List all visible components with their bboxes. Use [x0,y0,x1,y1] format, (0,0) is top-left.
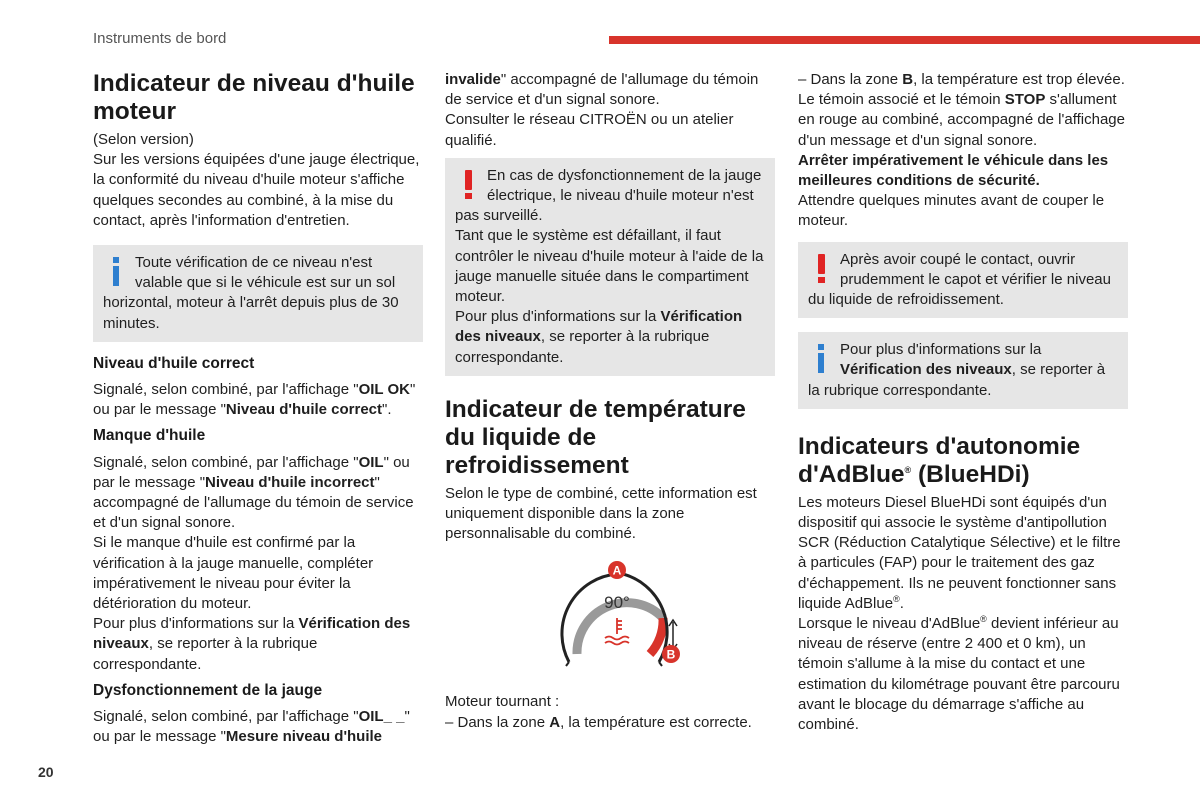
subheading-gauge-failure: Dysfonctionnement de la jauge [93,681,323,699]
paragraph: – Dans la zone B, la température est trop élevée. Le témoin associé et le témoin STOP s'allument en rouge au combiné, accompagné de l'affichage d'un message et d'un signal sonore. [798,71,1125,149]
paragraph-bold: Arrêter impérativement le véhicule dans les meilleures conditions de sécurité. [798,151,1109,190]
note-text: Toute vérification de ce niveau n'est valable que si le véhicule est sur un sol horizontal, moteur à l'arrêt depuis plus de 30 minutes. [103,254,399,332]
running-head: Instruments de bord [93,30,227,47]
subheading-oil-low: Manque d'huile [93,427,206,445]
warning-icon [810,252,834,286]
paragraph: Signalé, selon combiné, par l'affichage "OIL" ou par le message "Niveau d'huile incorrect" accompagné de l'allumage du témoin de service et d'un signal sonore. [93,453,414,532]
section-title-adblue: Indicateurs d'autonomie d'AdBlue® (BlueHDi) [798,432,1081,488]
note-text: Pour plus d'informations sur la Vérification des niveaux, se reporter à la rubrique correspondante. [808,341,1106,399]
note-text: Tant que le système est défaillant, il faut contrôler le niveau d'huile moteur à l'aide de la jauge manuelle située dans le compartiment moteur. [455,227,764,306]
coolant-temperature-gauge [555,558,685,678]
paragraph: (Selon version) [93,131,194,148]
column-1 [93,70,423,747]
zone-a-label: A [612,563,622,578]
paragraph: Signalé, selon combiné, par l'affichage "OIL_ _" ou par le message "Mesure niveau d'huile [93,708,410,746]
info-note [798,332,1128,409]
paragraph: Moteur tournant : [445,693,560,711]
paragraph: – Dans la zone A, la température est correcte. [445,713,752,731]
warning-note [798,242,1128,319]
paragraph: Pour plus d'informations sur la Vérification des niveaux, se reporter à la rubrique correspondante. [93,615,411,673]
warning-icon [457,168,481,202]
paragraph: Les moteurs Diesel BlueHDi sont équipés d'un dispositif qui associe le système d'antipollution SCR (Réduction Catalytique Sélective) et le filtre à particules (FAP) pour le traitement des gaz d'échappement. Ils ne peuvent fonctionner sans liquide AdBlue®. [798,493,1121,612]
coolant-temperature-icon [605,618,629,645]
paragraph: Attendre quelques minutes avant de couper le moteur. [798,192,1105,230]
paragraph: Signalé, selon combiné, par l'affichage "OIL OK" ou par le message "Niveau d'huile correct". [93,381,416,419]
page-number: 20 [38,764,54,780]
section-title-oil-level: Indicateur de niveau d'huile moteur [93,70,415,125]
note-text: Après avoir coupé le contact, ouvrir prudemment le capot et vérifier le niveau du liquide de refroidissement. [808,250,1111,309]
info-note [93,245,423,342]
column-3 [798,70,1128,735]
section-title-coolant-temp: Indicateur de température du liquide de refroidissement [445,395,746,479]
header-accent-bar [609,36,1200,44]
paragraph: Selon le type de combiné, cette information est uniquement disponible dans la zone personnalisable du combiné. [445,484,757,543]
gauge-red-arc [650,618,663,654]
info-icon [810,342,834,376]
zone-b-label: B [666,647,676,662]
paragraph: Lorsque le niveau d'AdBlue® devient inférieur au niveau de réserve (entre 2 400 et 0 km), un témoin s'allume à la mise du contact et une estimation du kilométrage pouvant être parcouru avant le blocage du démarrage s'affiche au combiné. [798,614,1120,734]
paragraph: Sur les versions équipées d'une jauge électrique, la conformité du niveau d'huile moteur s'affiche quelques secondes au combiné, à la mise du contact, après l'information d'entretien. [93,151,420,229]
paragraph: Consulter le réseau CITROËN ou un atelier qualifié. [445,111,734,149]
column-2 [445,70,775,733]
note-text: Pour plus d'informations sur la Vérification des niveaux, se reporter à la rubrique correspondante. [455,308,743,366]
note-text: En cas de dysfonctionnement de la jauge électrique, le niveau d'huile moteur n'est pas surveillé. [455,166,762,225]
subheading-oil-correct: Niveau d'huile correct [93,354,255,372]
info-icon [105,255,129,289]
gauge-temp-value: 90° [604,593,630,613]
paragraph: Si le manque d'huile est confirmé par la vérification à la jauge manuelle, compléter impérativement le niveau pour éviter la détérioration du moteur. [93,534,374,613]
paragraph: invalide" accompagné de l'allumage du témoin de service et d'un signal sonore. [445,71,759,109]
warning-note [445,158,775,376]
